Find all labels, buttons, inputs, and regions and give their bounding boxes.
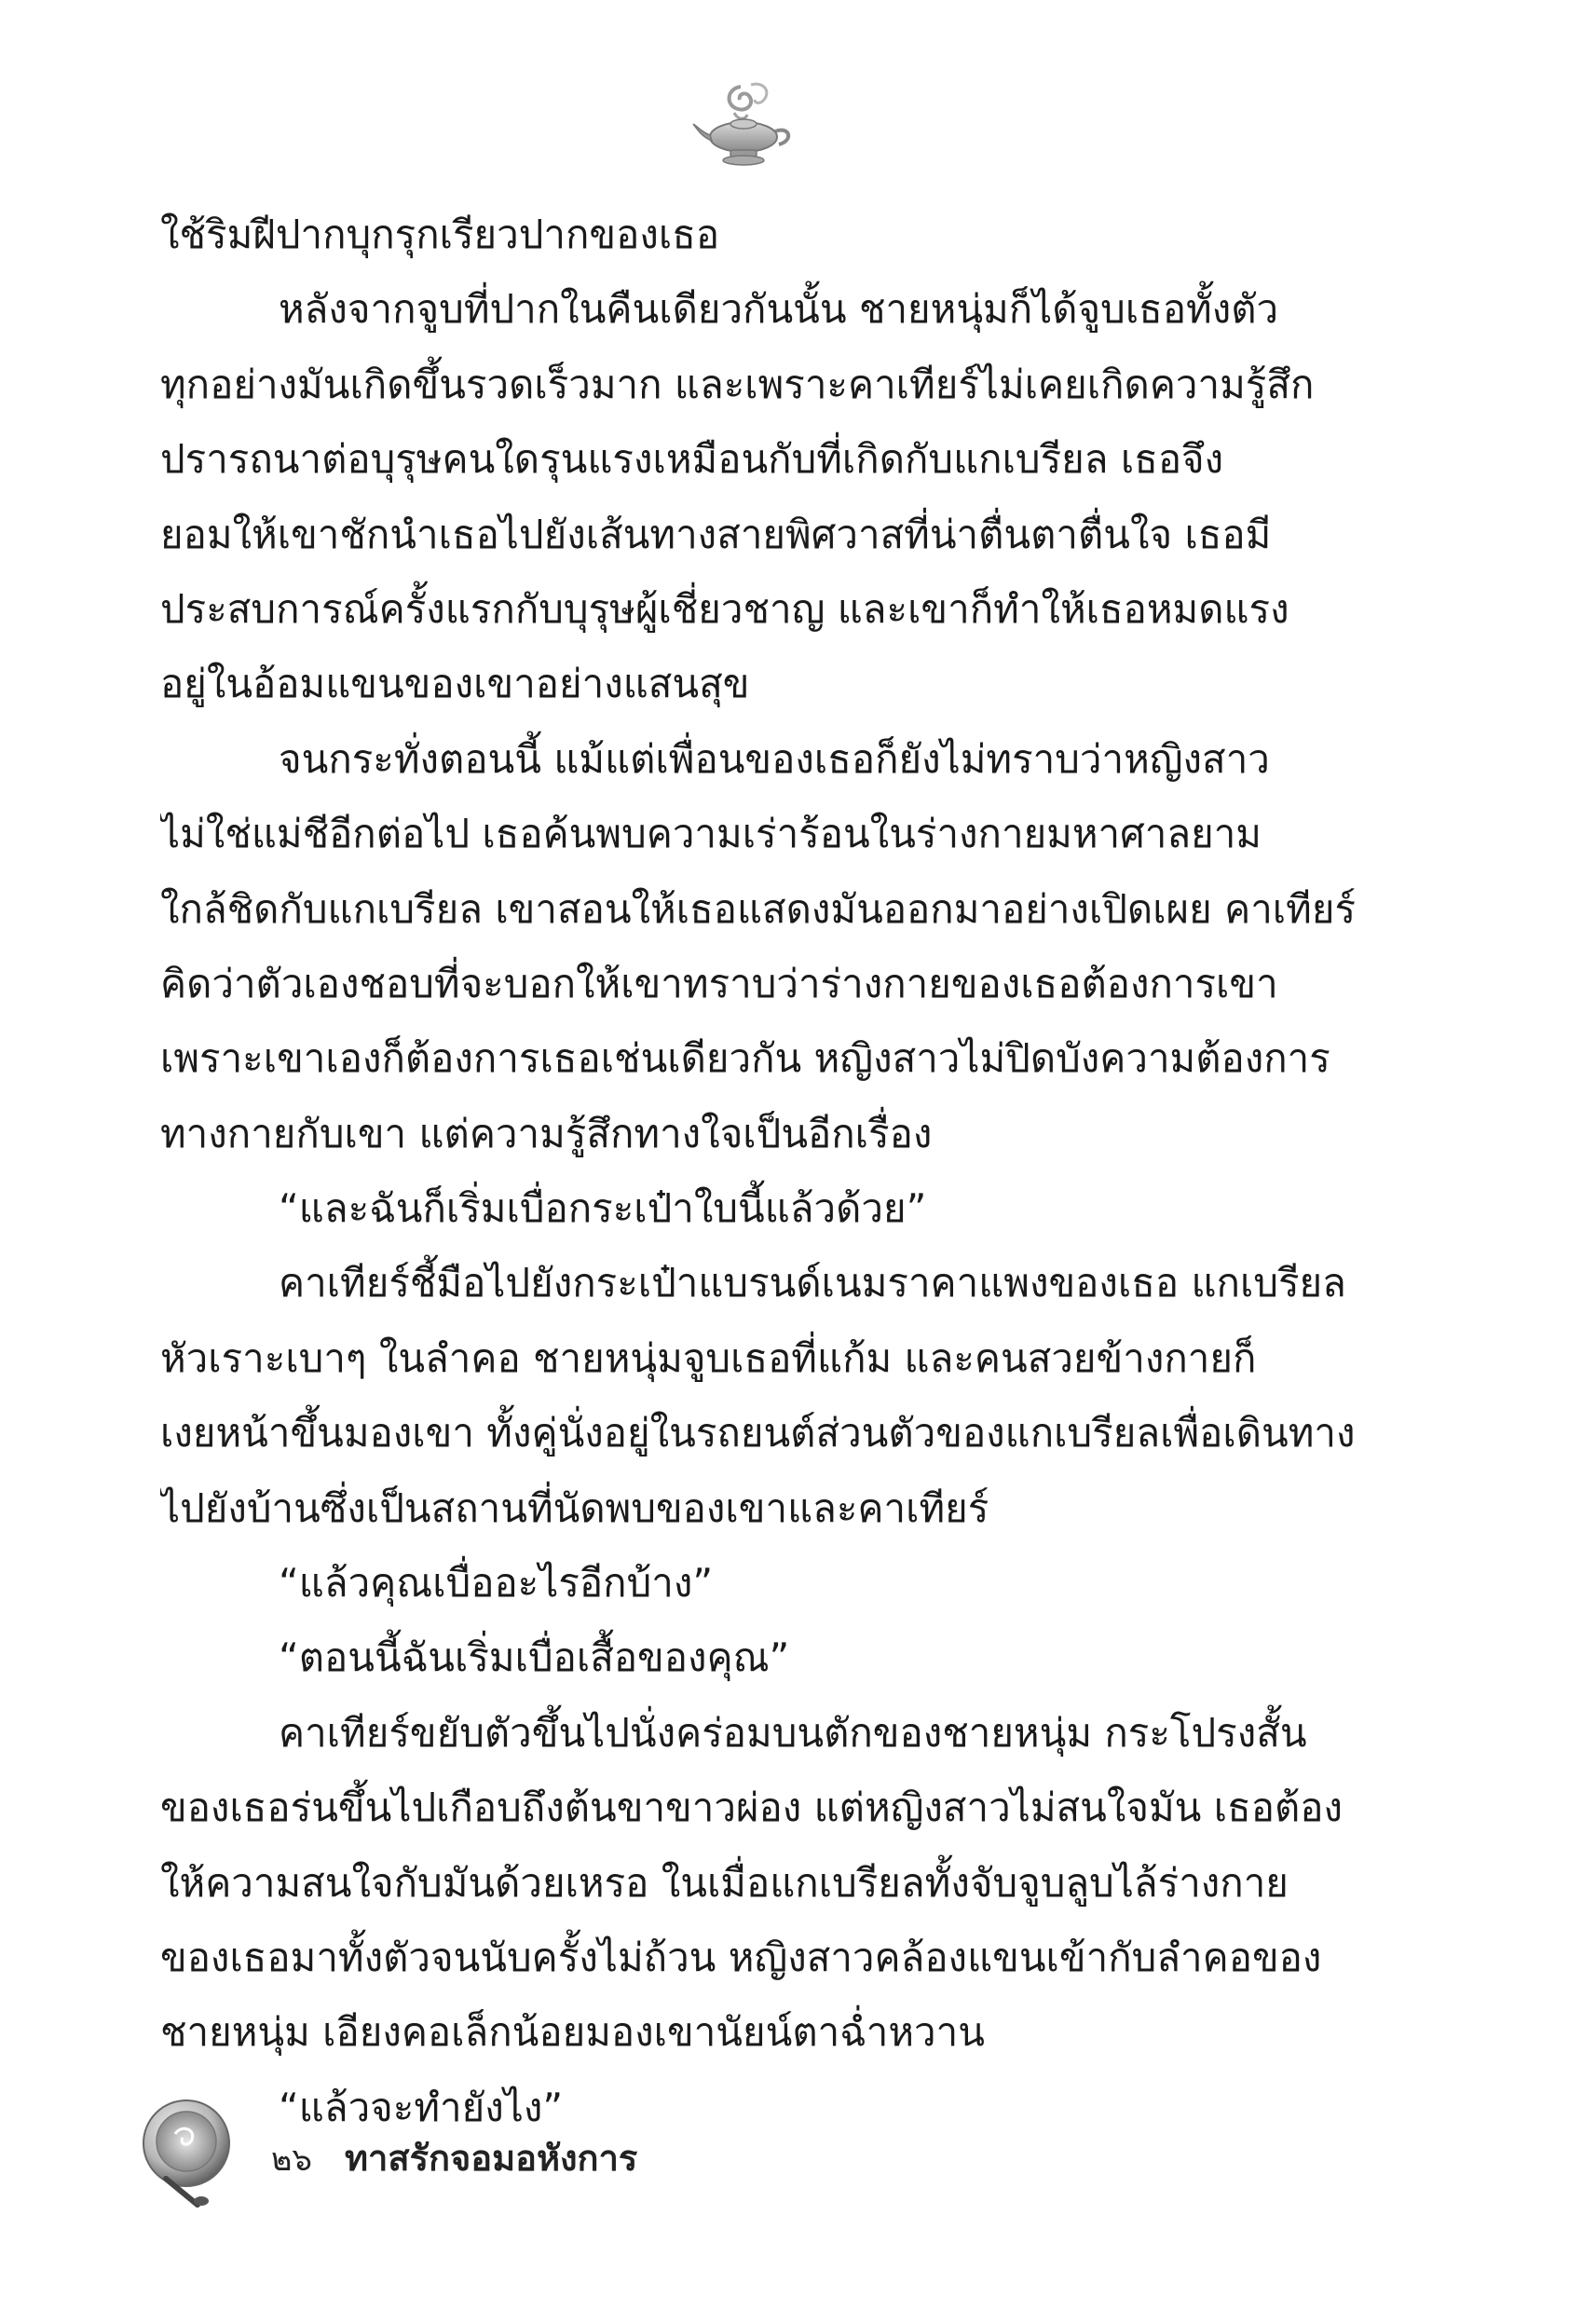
text-line: ของเธอร่นขึ้นไปเกือบถึงต้นขาขาวผ่อง แต่หญิงสาวไม่สนใจมัน เธอต้อง [160, 1785, 1343, 1831]
page-number: ๒๖ [271, 2141, 312, 2179]
text-line: ประสบการณ์ครั้งแรกกับบุรุษผู้เชี่ยวชาญ และเขาก็ทำให้เธอหมดแรง [160, 585, 1289, 632]
text-line: “แล้วจะทำยังไง” [279, 2084, 564, 2130]
genie-lamp-icon [689, 79, 801, 168]
text-line: ชายหนุ่ม เอียงคอเล็กน้อยมองเขานัยน์ตาฉ่ำหวาน [160, 2009, 985, 2056]
book-title: ทาสรักจอมอหังการ [345, 2138, 638, 2179]
text-line: ยอมให้เขาชักนำเธอไปยังเส้นทางสายพิศวาสที่น่าตื่นตาตื่นใจ เธอมี [160, 511, 1272, 557]
text-line: ใช้ริมฝีปากบุกรุกเรียวปากของเธอ [160, 212, 720, 257]
text-line: ปรารถนาต่อบุรุษคนใดรุนแรงเหมือนกับที่เกิดกับแกเบรียล เธอจึง [160, 436, 1224, 483]
text-line: คาเทียร์ขยับตัวขึ้นไปนั่งคร่อมบนตักของชายหนุ่ม กระโปรงสั้น [279, 1709, 1307, 1756]
text-line: เพราะเขาเองก็ต้องการเธอเช่นเดียวกัน หญิงสาวไม่ปิดบังความต้องการ [160, 1035, 1330, 1082]
text-line: อยู่ในอ้อมแขนของเขาอย่างแสนสุข [160, 661, 750, 707]
text-line: “แล้วคุณเบื่ออะไรอีกบ้าง” [279, 1560, 714, 1607]
text-line: คาเทียร์ชี้มือไปยังกระเป๋าแบรนด์เนมราคาแพงของเธอ แกเบรียล [279, 1260, 1346, 1306]
coffee-cup-icon [138, 2097, 240, 2208]
text-line: “ตอนนี้ฉันเริ่มเบื่อเสื้อของคุณ” [279, 1634, 790, 1681]
text-line: ไม่ใช่แม่ชีอีกต่อไป เธอค้นพบความเร่าร้อนในร่างกายมหาศาลยาม [160, 811, 1262, 857]
text-line: หัวเราะเบาๆ ในลำคอ ชายหนุ่มจูบเธอที่แก้ม และคนสวยข้างกายก็ [160, 1334, 1257, 1381]
text-line: ทางกายกับเขา แต่ความรู้สึกทางใจเป็นอีกเรื่อง [160, 1110, 933, 1156]
text-line: จนกระทั่งตอนนี้ แม้แต่เพื่อนของเธอก็ยังไม่ทราบว่าหญิงสาว [279, 735, 1270, 782]
body-text [160, 198, 1371, 2145]
text-line: เงยหน้าขึ้นมองเขา ทั้งคู่นั่งอยู่ในรถยนต์ส่วนตัวของแกเบรียลเพื่อเดินทาง [160, 1410, 1356, 1456]
text-line: ให้ความสนใจกับมันด้วยเหรอ ในเมื่อแกเบรียลทั้งจับจูบลูบไล้ร่างกาย [160, 1859, 1289, 1906]
text-line: ทุกอย่างมันเกิดขึ้นรวดเร็วมาก และเพราะคาเทียร์ไม่เคยเกิดความรู้สึก [160, 361, 1315, 407]
text-line: ไปยังบ้านซึ่งเป็นสถานที่นัดพบของเขาและคาเทียร์ [160, 1484, 989, 1531]
text-line: คิดว่าตัวเองชอบที่จะบอกให้เขาทราบว่าร่างกายของเธอต้องการเขา [160, 960, 1278, 1006]
text-line: หลังจากจูบที่ปากในคืนเดียวกันนั้น ชายหนุ่มก็ได้จูบเธอทั้งตัว [279, 286, 1279, 333]
text-line: ของเธอมาทั้งตัวจนนับครั้งไม่ถ้วน หญิงสาวคล้องแขนเข้ากับลำคอของ [160, 1934, 1322, 1980]
text-line: “และฉันก็เริ่มเบื่อกระเป๋าใบนี้แล้วด้วย” [279, 1185, 927, 1232]
page-footer [138, 2097, 790, 2227]
text-line: ใกล้ชิดกับแกเบรียล เขาสอนให้เธอแสดงมันออกมาอย่างเปิดเผย คาเทียร์ [160, 885, 1357, 932]
